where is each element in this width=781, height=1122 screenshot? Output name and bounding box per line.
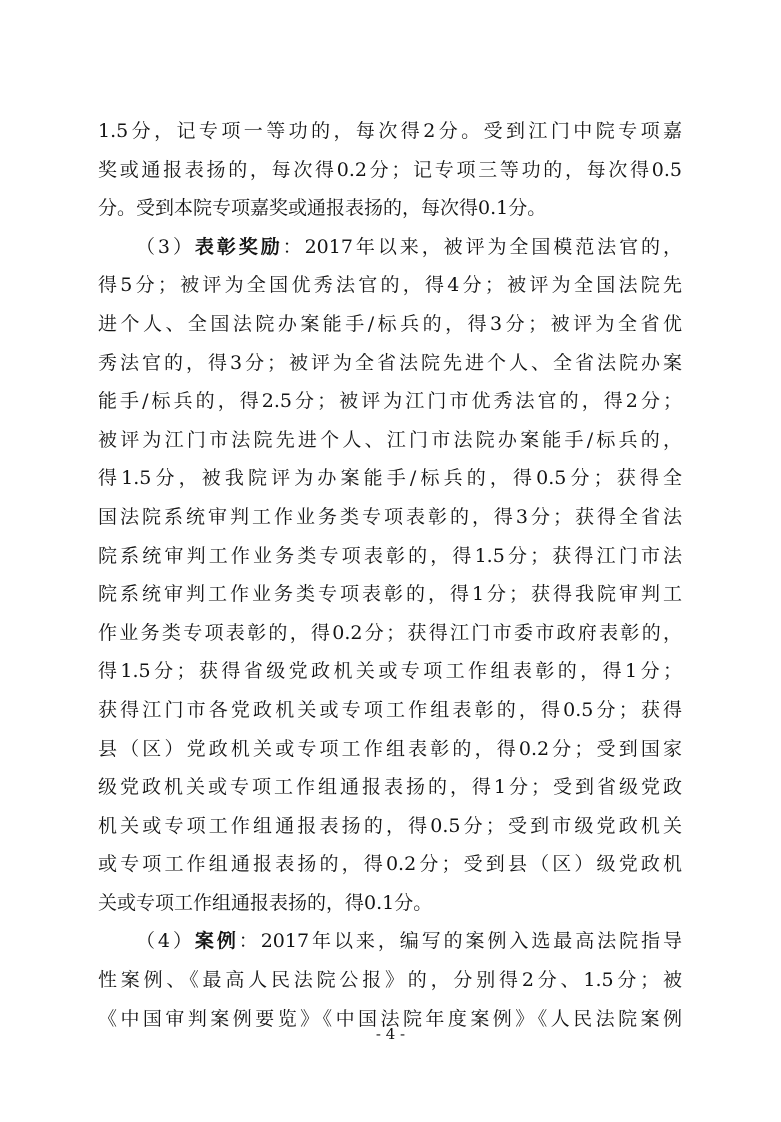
item-number: （4） [136, 930, 195, 953]
line-text: 机关或专项工作组通报表扬的，得0.5分；受到市级党政机关 [98, 814, 682, 837]
body-text [98, 112, 682, 1038]
text-line [98, 151, 682, 190]
line-text: ：2017年以来，编写的案例入选最高法院指导 [238, 930, 682, 953]
text-line [98, 344, 682, 383]
text-line [98, 459, 682, 498]
text-line [98, 382, 682, 421]
line-text: 进个人、全国法院办案能手/标兵的，得3分；被评为全省优 [98, 312, 682, 335]
line-text: 国法院系统审判工作业务类专项表彰的，得3分；获得全省法 [98, 505, 682, 528]
text-line [98, 807, 682, 846]
text-line [98, 305, 682, 344]
line-text: 得5分；被评为全国优秀法官的，得4分；被评为全国法院先 [98, 274, 682, 297]
line-text: 作业务类专项表彰的，得0.2分；获得江门市委市政府表彰的， [98, 621, 682, 644]
text-line [98, 112, 682, 151]
line-text: 能手/标兵的，得2.5分；被评为江门市优秀法官的，得2分； [98, 390, 682, 413]
text-line [98, 421, 682, 460]
line-text: ：2017年以来，被评为全国模范法官的， [282, 235, 682, 258]
line-text: 性案例、《最高人民法院公报》的，分别得2分、1.5分；被 [98, 969, 682, 992]
text-line [98, 614, 682, 653]
page-number: - 4 - [375, 1025, 406, 1043]
text-line [98, 730, 682, 769]
line-text: 被评为江门市法院先进个人、江门市法院办案能手/标兵的， [98, 428, 682, 451]
text-line [98, 537, 682, 576]
line-text: 秀法官的，得3分；被评为全省法院先进个人、全省法院办案 [98, 351, 682, 374]
line-text: 院系统审判工作业务类专项表彰的，得1分；获得我院审判工 [98, 583, 682, 606]
line-text: 得1.5分；获得省级党政机关或专项工作组表彰的，得1分； [98, 660, 682, 683]
line-text: 关或专项工作组通报表扬的，得0.1分。 [98, 891, 433, 914]
line-text: 获得江门市各党政机关或专项工作组表彰的，得0.5分；获得 [98, 698, 682, 721]
text-line [98, 845, 682, 884]
line-text: 院系统审判工作业务类专项表彰的，得1.5分；获得江门市法 [98, 544, 682, 567]
text-line [98, 498, 682, 537]
text-line [98, 189, 682, 228]
text-line [98, 652, 682, 691]
section-heading: 表彰奖励 [194, 235, 283, 258]
line-text: 奖或通报表扬的，每次得0.2分；记专项三等功的，每次得0.5 [98, 158, 682, 181]
text-line [98, 691, 682, 730]
text-line [98, 884, 682, 923]
text-line [98, 768, 682, 807]
line-text: 分。受到本院专项嘉奖或通报表扬的，每次得0.1分。 [98, 197, 547, 220]
text-line [98, 575, 682, 614]
text-line [98, 228, 682, 267]
text-line [98, 266, 682, 305]
item-number: （3） [136, 235, 195, 258]
line-text: 得1.5分，被我院评为办案能手/标兵的，得0.5分；获得全 [98, 467, 682, 490]
line-text: 1.5分，记专项一等功的，每次得2分。受到江门中院专项嘉 [98, 120, 682, 142]
line-text: 县（区）党政机关或专项工作组表彰的，得0.2分；受到国家 [98, 737, 682, 760]
line-text: 《中国审判案例要览》《中国法院年度案例》《人民法院案例 [98, 1007, 682, 1030]
line-text: 或专项工作组通报表扬的，得0.2分；受到县（区）级党政机 [98, 853, 682, 876]
section-heading: 案例 [194, 930, 239, 953]
text-line [98, 922, 682, 961]
text-line [98, 961, 682, 1000]
line-text: 级党政机关或专项工作组通报表扬的，得1分；受到省级党政 [98, 776, 682, 799]
